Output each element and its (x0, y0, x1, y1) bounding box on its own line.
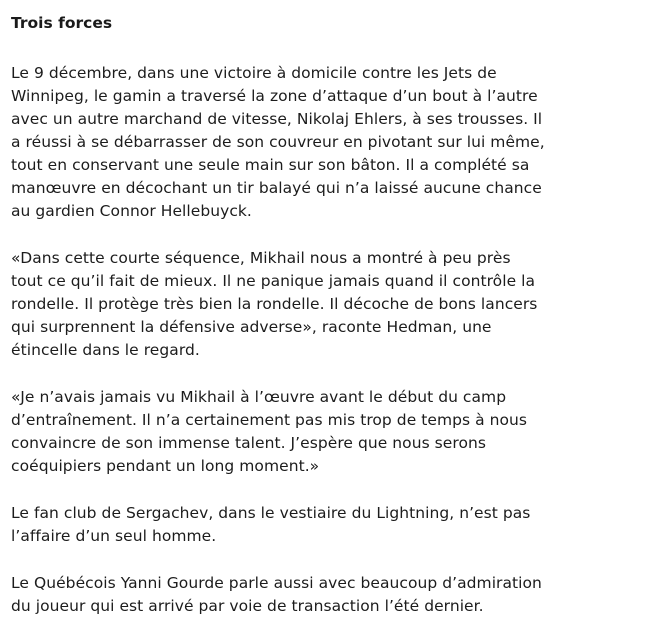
article-body (11, 12, 611, 618)
paragraph-2: «Dans cette courte séquence, Mikhail nous a montré à peu près tout ce qu’il fait de mieux. Il ne panique jamais quand il contrôle la rondelle. Il protège très bien la rondelle. Il décoche de bons lancers qui surprennent la défensive adverse», raconte Hedman, une étincelle dans le regard. (11, 249, 538, 359)
paragraph-3: «Je n’avais jamais vu Mikhail à l’œuvre avant le début du camp d’entraînement. Il n’a certainement pas mis trop de temps à nous convaincre de son immense talent. J’espère que nous serons coéquipiers pendant un long moment.» (11, 388, 528, 475)
section-heading: Trois forces (11, 14, 113, 32)
paragraph-5: Le Québécois Yanni Gourde parle aussi avec beaucoup d’admiration du joueur qui est arrivé par voie de transaction l’été dernier. (11, 574, 542, 615)
paragraph-1: Le 9 décembre, dans une victoire à domicile contre les Jets de Winnipeg, le gamin a traversé la zone d’attaque d’un bout à l’autre avec un autre marchand de vitesse, Nikolaj Ehlers, à ses trousses. Il a réussi à se débarrasser de son couvreur en pivotant sur lui même, tout en conservant une seule main sur son bâton. Il a complété sa manœuvre en décochant un tir balayé qui n’a laissé aucune chance au gardien Connor Hellebuyck. (11, 64, 545, 220)
paragraph-4: Le fan club de Sergachev, dans le vestiaire du Lightning, n’est pas l’affaire d’un seul homme. (11, 504, 531, 545)
